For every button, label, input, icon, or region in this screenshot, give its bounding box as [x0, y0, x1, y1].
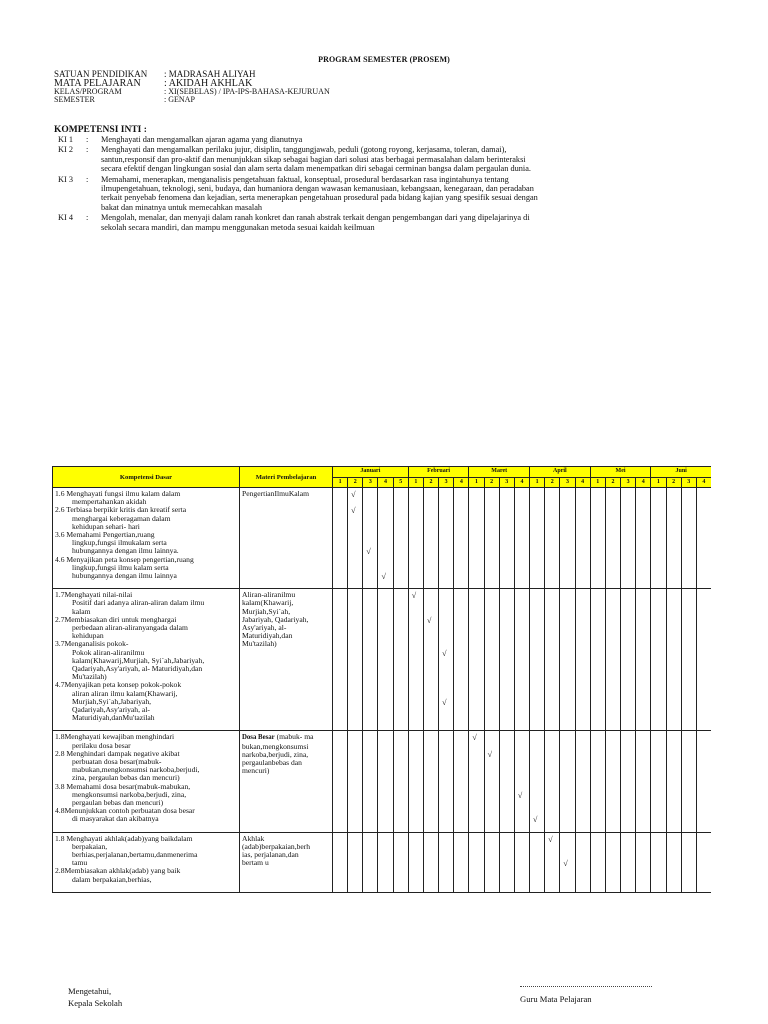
header-month: April — [530, 467, 591, 478]
ki-colon: : — [86, 213, 89, 223]
mp-text: bertam u — [242, 858, 269, 868]
kd-line: tamu — [72, 858, 88, 868]
ki-text — [101, 145, 598, 173]
week-cell — [408, 589, 423, 731]
week-cell — [514, 832, 529, 892]
kd-line: 2.6 Terbiasa berpikir kritis dan kreatif serta — [55, 505, 187, 515]
identity-value: : GENAP — [164, 95, 195, 105]
ki-colon: : — [86, 174, 89, 184]
week-cell — [605, 731, 620, 832]
week-cell — [363, 832, 378, 892]
mp-text: Akhlak — [242, 833, 265, 843]
header-week: 4 — [575, 477, 590, 488]
week-cell — [560, 589, 575, 731]
kd-line: Pokok aliran-aliranilmu — [72, 647, 145, 657]
kd-line: 4.7Menyajikan peta konsep pokok-pokok — [55, 680, 182, 690]
header-week: 4 — [696, 477, 711, 488]
prosem-table — [52, 466, 711, 893]
identity-label: SATUAN PENDIDIKAN — [54, 69, 148, 79]
check-mark: √ — [351, 506, 356, 516]
mp-text: Aliran-aliranilmu — [242, 590, 296, 600]
check-mark: √ — [351, 490, 356, 499]
week-cell — [363, 731, 378, 832]
sign-left-line: Kepala Sekolah — [68, 997, 123, 1008]
identity-block — [54, 70, 330, 104]
mp-line — [242, 640, 330, 648]
kd-line: Murjiah,Syi`ah,Jabariyah, — [72, 696, 152, 706]
ki-text-line: secara efektif dengan lingkungan sosial dan alam serta dalam menempatkan diri sebagai cerminan bangsa dalam pergaulan dunia. — [101, 164, 531, 174]
kd-line: 2.8 Menghindari dampak negative akibat — [55, 748, 180, 758]
ki-colon: : — [86, 135, 89, 144]
week-cell — [333, 488, 348, 589]
kd-line: berhias,perjalanan,bertamu,danmenerima — [72, 849, 198, 859]
sign-left-line: Mengetahui, — [68, 986, 112, 996]
kd-line: Maturidiyah,danMu'tazilah — [72, 713, 155, 723]
week-cell — [575, 488, 590, 589]
mp-cell — [240, 731, 333, 832]
week-cell — [469, 731, 484, 832]
kd-line: mabukan,mengkonsumsi narkoba,berjudi, — [72, 765, 200, 775]
kd-line: lingkup,fungsi ilmukalam serta — [72, 538, 167, 548]
mp-text: (adab)berpakaian,berh — [242, 841, 311, 851]
ki-text-line: Menghayati dan mengamalkan ajaran agama yang dianutnya — [101, 135, 303, 144]
week-cell — [484, 488, 499, 589]
ki-text — [101, 135, 598, 144]
signature-left — [68, 986, 122, 1009]
week-cell — [636, 589, 651, 731]
identity-label: KELAS/PROGRAM — [54, 87, 122, 97]
week-cell — [393, 488, 408, 589]
signature-dotted-line — [520, 986, 652, 994]
week-cell — [590, 488, 605, 589]
mp-text: mencuri) — [242, 766, 270, 776]
week-cell — [621, 488, 636, 589]
ki-code: KI 1 — [58, 135, 73, 144]
header-week: 2 — [666, 477, 681, 488]
week-cell — [605, 589, 620, 731]
week-cell — [545, 589, 560, 731]
week-cell — [651, 731, 666, 832]
header-week: 4 — [454, 477, 469, 488]
week-cell — [696, 589, 711, 731]
kd-line: aliran aliran ilmu kalam(Khawarij, — [72, 688, 178, 698]
mp-text: Asy'ariyah, al- — [242, 623, 287, 632]
kd-line: Qadariyah,Asy'ariyah, al- Maturidiyah,dan — [72, 664, 203, 674]
week-cell — [348, 832, 363, 892]
header-month: Februari — [408, 467, 469, 478]
week-cell — [333, 832, 348, 892]
week-cell — [499, 731, 514, 832]
week-cell — [666, 832, 681, 892]
mp-text: Jabariyah, Qadariyah, — [242, 614, 309, 624]
mp-text: kalam(Khawarij, — [242, 598, 294, 608]
week-cell — [696, 832, 711, 892]
ki-text-line: Menghayati dan mengamalkan perilaku jujur, disiplin, tanggungjawab, peduli (gotong royong, kerjasama, toleran, damai), — [101, 145, 507, 155]
header-week: 1 — [408, 477, 423, 488]
table-row — [53, 832, 712, 892]
week-cell — [651, 488, 666, 589]
week-cell — [681, 731, 696, 832]
mp-text: Maturidiyah,dan — [242, 631, 293, 641]
identity-label: MATA PELAJARAN — [54, 77, 141, 89]
week-cell — [378, 589, 393, 731]
ki-colon: : — [86, 145, 89, 155]
identity-value: : AKIDAH AKHLAK — [164, 77, 253, 89]
header-week: 1 — [590, 477, 605, 488]
ki-text-line: bakat dan minatnya untuk memecahkan masalah — [101, 202, 263, 212]
kd-line: dalam berpakaian,berhias, — [72, 874, 152, 884]
identity-row — [54, 96, 330, 104]
header-month: Mei — [590, 467, 651, 478]
week-cell — [348, 589, 363, 731]
week-cell — [545, 731, 560, 832]
week-cell — [621, 589, 636, 731]
week-cell — [666, 589, 681, 731]
check-mark: √ — [411, 591, 417, 601]
week-cell — [333, 589, 348, 731]
mp-text: Mu'tazilah) — [242, 639, 277, 649]
header-week: 3 — [363, 477, 378, 488]
week-cell — [651, 589, 666, 731]
check-mark: √ — [442, 697, 447, 707]
kd-cell — [53, 731, 240, 832]
week-cell — [439, 731, 454, 832]
header-week: 2 — [484, 477, 499, 488]
header-week: 2 — [348, 477, 363, 488]
week-cell — [621, 731, 636, 832]
week-cell — [454, 731, 469, 832]
week-cell — [545, 832, 560, 892]
week-cell — [423, 731, 438, 832]
week-cell — [575, 832, 590, 892]
mp-text: PengertianIlmuKalam — [242, 489, 310, 498]
kd-line: berpakaian, — [72, 841, 108, 851]
kd-line: kehidupan sehari- hari — [72, 521, 140, 531]
ki-text-line: Memahami, menerapkan, menganalisis pengetahuan faktual, konseptual, prosedural berdasarkan rasa ingintahunya tentang — [101, 174, 509, 184]
ki-text — [101, 213, 598, 232]
check-mark: √ — [366, 547, 371, 557]
header-month: Maret — [469, 467, 530, 478]
identity-label: SEMESTER — [54, 95, 95, 105]
header-week: 3 — [560, 477, 575, 488]
week-cell — [605, 488, 620, 589]
table-row — [53, 731, 712, 832]
week-cell — [423, 832, 438, 892]
week-cell — [530, 589, 545, 731]
week-cell — [621, 832, 636, 892]
header-week: 1 — [651, 477, 666, 488]
kd-line: kalam — [72, 606, 91, 616]
kd-cell — [53, 589, 240, 731]
mp-text: Murjiah,Syi`ah, — [242, 606, 291, 616]
mp-cell — [240, 832, 333, 892]
mp-cell — [240, 589, 333, 731]
kd-line: 1.8 Menghayati akhlak(adab)yang baikdalam — [55, 833, 193, 843]
week-cell — [363, 488, 378, 589]
header-week: 2 — [423, 477, 438, 488]
week-cell — [469, 832, 484, 892]
mp-cell — [240, 488, 333, 589]
mp-text: pergaulanbebas dan — [242, 757, 302, 767]
ki-list — [58, 135, 598, 233]
mp-line — [242, 767, 330, 775]
kd-line: Qadariyah,Asy'ariyah, al- — [72, 705, 150, 715]
week-cell — [393, 589, 408, 731]
week-cell — [696, 488, 711, 589]
mp-line — [242, 859, 330, 867]
week-cell — [545, 488, 560, 589]
week-cell — [439, 488, 454, 589]
week-cell — [454, 832, 469, 892]
ki-text — [101, 175, 598, 213]
mp-text: narkoba,berjudi, zina, — [242, 749, 309, 759]
week-cell — [636, 731, 651, 832]
check-mark: √ — [563, 859, 568, 869]
table-row — [53, 488, 712, 589]
kd-line: hubungannya dengan ilmu lainnya. — [72, 546, 179, 556]
week-cell — [408, 488, 423, 589]
week-cell — [378, 832, 393, 892]
week-cell — [484, 589, 499, 731]
ki-heading: KOMPETENSI INTI : — [54, 125, 147, 135]
week-cell — [378, 488, 393, 589]
header-week: 3 — [681, 477, 696, 488]
kd-line: pergaulan bebas dan mencuri) — [72, 798, 164, 807]
week-cell — [408, 731, 423, 832]
week-cell — [636, 488, 651, 589]
header-week: 3 — [621, 477, 636, 488]
week-cell — [666, 488, 681, 589]
ki-text-line: santun,responsif dan pro-aktif dan menunjukkan sikap sebagai bagian dari solusi atas berbagai permasalahan dalam berinteraksi — [101, 154, 526, 164]
header-week: 3 — [439, 477, 454, 488]
check-mark: √ — [426, 615, 432, 625]
identity-value: : MADRASAH ALIYAH — [164, 69, 256, 79]
week-cell — [393, 731, 408, 832]
header-week: 4 — [514, 477, 529, 488]
check-mark: √ — [381, 572, 386, 581]
header-week: 4 — [636, 477, 651, 488]
header-month: Juni — [651, 467, 711, 478]
ki-code: KI 4 — [58, 213, 73, 223]
week-cell — [484, 731, 499, 832]
identity-value: : XI(SEBELAS) / IPA-IPS-BAHASA-KEJURUAN — [164, 87, 330, 97]
mp-text: (mabuk- ma — [274, 732, 314, 742]
kd-line: menghargai keberagaman dalam — [72, 513, 171, 523]
kd-line: 4.6 Menyajikan peta konsep pengertian,ruang — [55, 554, 194, 564]
week-cell — [590, 731, 605, 832]
header-week: 2 — [545, 477, 560, 488]
week-cell — [575, 731, 590, 832]
kd-line: 3.6 Memahami Pengertian,ruang — [55, 530, 155, 540]
header-week: 1 — [469, 477, 484, 488]
check-mark: √ — [533, 815, 538, 825]
week-cell — [590, 832, 605, 892]
kd-line: Mu'tazilah) — [72, 672, 107, 682]
week-cell — [590, 589, 605, 731]
week-cell — [499, 589, 514, 731]
kd-line: 1.8Menghayati kewajiban menghindari — [55, 732, 175, 742]
check-mark: √ — [487, 749, 492, 759]
mp-text: bukan,mengkonsumsi — [242, 741, 309, 751]
week-cell — [681, 589, 696, 731]
header-month: Januari — [333, 467, 409, 478]
ki-item — [58, 135, 598, 144]
kd-line: 4.8Menunjukkan contoh perbuatan dosa besar — [55, 806, 195, 816]
week-cell — [681, 488, 696, 589]
week-cell — [454, 488, 469, 589]
week-cell — [439, 589, 454, 731]
week-cell — [469, 589, 484, 731]
ki-text-line: terkait penyebab fenomena dan kejadian, serta menerapkan pengetahuan prosedural pada bidang kajian yang spesifik sesuai dengan — [101, 193, 538, 203]
kd-line: 3.8 Memahami dosa besar(mabuk-mabukan, — [55, 781, 191, 791]
week-cell — [439, 832, 454, 892]
week-cell — [560, 488, 575, 589]
document-title: PROGRAM SEMESTER (PROSEM) — [318, 55, 450, 64]
week-cell — [560, 832, 575, 892]
header-week: 3 — [499, 477, 514, 488]
mp-line — [242, 490, 330, 498]
ki-text-line: Mengolah, menalar, dan menyaji dalam ranah konkret dan ranah abstrak terkait dengan pengembangan dari yang dipelajarinya di — [101, 213, 530, 223]
week-cell — [575, 589, 590, 731]
kd-line: hubungannya dengan ilmu lainnya — [72, 571, 177, 581]
header-week: 1 — [333, 477, 348, 488]
week-cell — [378, 731, 393, 832]
week-cell — [681, 832, 696, 892]
week-cell — [423, 589, 438, 731]
ki-code: KI 2 — [58, 145, 73, 155]
kd-line: 1.6 Menghayati fungsi ilmu kalam dalam — [55, 489, 181, 498]
ki-item — [58, 175, 598, 213]
check-mark: √ — [517, 790, 523, 800]
header-week: 2 — [605, 477, 620, 488]
week-cell — [423, 488, 438, 589]
week-cell — [560, 731, 575, 832]
kd-line: kalam(Khawarij,Murjiah, Syi`ah,Jabariyah, — [72, 655, 205, 665]
header-week: 4 — [378, 477, 393, 488]
kd-line: mempertahankan akidah — [72, 497, 147, 507]
table-row — [53, 589, 712, 731]
check-mark: √ — [472, 733, 477, 743]
ki-code: KI 3 — [58, 174, 73, 184]
kd-line: perilaku dosa besar — [72, 740, 131, 750]
header-materi-pembelajaran: Materi Pembelajaran — [240, 467, 333, 488]
week-cell — [454, 589, 469, 731]
kd-cell — [53, 832, 240, 892]
kd-line: Positif dari adanya aliran-aliran dalam ilmu — [72, 598, 205, 608]
kd-line: 3.7Menganalisis pokok- — [55, 639, 129, 649]
week-cell — [696, 731, 711, 832]
week-cell — [363, 589, 378, 731]
mp-text: ias, perjalanan,dan — [242, 849, 299, 859]
kd-line: zina, pergaulan bebas dan mencuri) — [72, 773, 180, 783]
week-cell — [469, 488, 484, 589]
week-cell — [408, 832, 423, 892]
kd-line: kehidupan — [72, 631, 104, 641]
kd-line: perbedaan aliran-aliranyangada dalam — [72, 623, 188, 632]
mp-bold-term: Dosa Besar — [242, 734, 275, 742]
check-mark: √ — [548, 834, 553, 844]
signature-right — [520, 986, 652, 1006]
week-cell — [605, 832, 620, 892]
ki-item — [58, 213, 598, 232]
week-cell — [499, 832, 514, 892]
week-cell — [514, 731, 529, 832]
header-kompetensi-dasar: Kompetensi Dasar — [53, 467, 240, 488]
week-cell — [636, 832, 651, 892]
week-cell — [348, 731, 363, 832]
week-cell — [530, 731, 545, 832]
kd-line: 2.7Membiasakan diri untuk menghargai — [55, 614, 177, 624]
sign-right-line: Guru Mata Pelajaran — [520, 994, 592, 1004]
week-cell — [393, 832, 408, 892]
week-cell — [499, 488, 514, 589]
kd-line: perbuatan dosa besar(mabuk- — [72, 756, 162, 766]
kd-line: di masyarakat dan akibatnya — [72, 814, 159, 824]
header-week: 1 — [530, 477, 545, 488]
week-cell — [348, 488, 363, 589]
week-cell — [666, 731, 681, 832]
header-row-months — [53, 467, 712, 478]
kd-line: lingkup,fungsi ilmu kalam serta — [72, 562, 169, 572]
week-cell — [333, 731, 348, 832]
week-cell — [651, 832, 666, 892]
week-cell — [484, 832, 499, 892]
week-cell — [530, 832, 545, 892]
kd-line: 2.8Membiasakan akhlak(adab) yang baik — [55, 866, 181, 876]
week-cell — [530, 488, 545, 589]
kd-line: mengkonsumsi narkoba,berjudi, zina, — [72, 789, 187, 799]
header-week: 5 — [393, 477, 408, 488]
week-cell — [514, 488, 529, 589]
kd-line: 1.7Menghayati nilai-nilai — [55, 590, 133, 600]
check-mark: √ — [442, 648, 447, 658]
ki-text-line: sekolah secara mandiri, dan mampu menggunakan metoda sesuai kaidah keilmuan — [101, 222, 375, 232]
prosem-table-container — [52, 466, 711, 932]
kd-cell — [53, 488, 240, 589]
ki-text-line: ilmupengetahuan, teknologi, seni, budaya, dan humaniora dengan wawasan kemanusiaan, kebangsaan, kenegaraan, dan peradaban — [101, 184, 534, 194]
week-cell — [514, 589, 529, 731]
ki-item — [58, 145, 598, 173]
